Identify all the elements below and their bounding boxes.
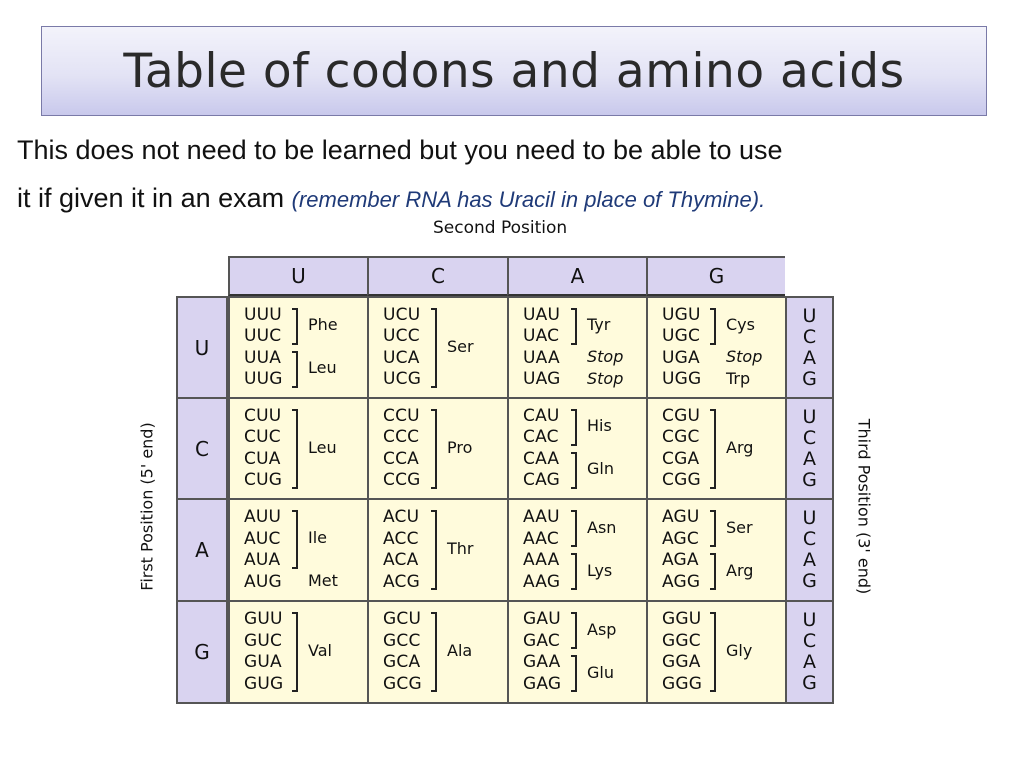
intro-line-2-text: it if given it in an exam	[17, 183, 285, 213]
codon-text: UUU	[244, 304, 282, 325]
amino-acid-label: Ala	[447, 641, 473, 660]
codon-text: AGG	[662, 571, 701, 592]
codon-text: GAU	[523, 609, 561, 629]
codon-row	[383, 652, 507, 674]
codon-cell	[228, 296, 369, 399]
codon-row	[383, 674, 507, 696]
codon-row	[244, 529, 367, 551]
codon-row	[523, 326, 646, 348]
codon-cell	[507, 498, 648, 602]
amino-acid-label: Ser	[726, 517, 753, 537]
codon-row	[244, 609, 367, 631]
codon-text: AAU	[523, 507, 560, 527]
amino-acid-label: Stop	[726, 347, 763, 367]
codon-text: UAG	[523, 369, 561, 389]
bracket-mark	[710, 553, 716, 590]
codon-cell	[507, 600, 648, 704]
codon-text: CAA	[523, 448, 560, 469]
third-base-letter: U	[802, 405, 817, 428]
codon-text: GCG	[383, 673, 422, 694]
bracket-mark	[571, 308, 577, 345]
codon-cell	[646, 600, 787, 704]
codon-cell-inner	[523, 609, 646, 695]
codon-row	[383, 529, 507, 551]
codon-text: AUG	[244, 571, 282, 592]
codon-cell-inner	[244, 406, 367, 492]
codon-row	[662, 550, 785, 572]
codon-text: ACA	[383, 550, 419, 570]
codon-row	[383, 427, 507, 449]
codon-cell-inner	[523, 507, 646, 593]
codon-text: UCA	[383, 347, 420, 368]
bracket-mark	[710, 510, 716, 547]
codon-row	[523, 449, 646, 471]
amino-acid-label: Gln	[587, 459, 614, 478]
codon-cell-inner	[383, 609, 507, 695]
second-base-header: C	[367, 256, 509, 296]
codon-text: AAG	[523, 571, 561, 592]
codon-row	[662, 348, 785, 370]
second-position-label: Second Position	[433, 218, 568, 238]
codon-text: GUA	[244, 652, 282, 672]
codon-row	[244, 326, 367, 348]
table-corner	[176, 256, 228, 296]
third-base-letter: U	[802, 609, 817, 631]
bracket-mark	[292, 351, 298, 388]
codon-text: AAA	[523, 550, 560, 570]
amino-acid-label: Thr	[447, 539, 474, 558]
codon-row	[523, 572, 646, 594]
codon-text: CCG	[383, 470, 421, 490]
codon-cell-inner	[383, 305, 507, 391]
third-base-letter: A	[803, 651, 816, 673]
first-base-header: U	[176, 296, 228, 399]
codon-text: CGA	[662, 448, 700, 469]
codon-row	[383, 550, 507, 572]
third-base-letter: G	[802, 672, 817, 694]
codon-row	[244, 369, 367, 391]
codon-cell	[646, 296, 787, 399]
codon-row	[244, 550, 367, 572]
second-base-header: A	[507, 256, 648, 296]
bracket-mark	[431, 308, 437, 388]
codon-cell-inner	[244, 609, 367, 695]
amino-acid-label: Leu	[308, 358, 337, 377]
codon-text: AAC	[523, 528, 559, 549]
amino-acid-label: Cys	[726, 315, 755, 334]
codon-cell-inner	[383, 507, 507, 593]
amino-acid-label: Asp	[587, 619, 617, 639]
codon-text: GUG	[244, 673, 284, 694]
third-base-header	[785, 296, 834, 399]
intro-line-1: This does not need to be learned but you need to be able to use	[17, 135, 783, 165]
codon-row	[662, 652, 785, 674]
codon-row	[523, 427, 646, 449]
third-base-letter: U	[802, 304, 817, 327]
codon-row	[244, 348, 367, 370]
codon-cell	[507, 296, 648, 399]
bracket-mark	[292, 308, 298, 345]
title-box	[41, 26, 987, 116]
codon-row	[244, 507, 367, 529]
third-base-letter: G	[802, 468, 817, 491]
codon-cell-inner	[244, 507, 367, 593]
codon-text: AGC	[662, 528, 699, 549]
codon-row	[244, 631, 367, 653]
codon-row	[523, 550, 646, 572]
bracket-mark	[571, 452, 577, 489]
codon-text: CAC	[523, 427, 559, 447]
codon-row	[244, 406, 367, 428]
codon-text: UGU	[662, 304, 701, 325]
amino-acid-label: Arg	[726, 437, 754, 457]
codon-row	[662, 305, 785, 327]
second-base-header: G	[646, 256, 787, 296]
codon-cell-inner	[662, 406, 785, 492]
codon-cell-inner	[523, 406, 646, 492]
bracket-mark	[431, 510, 437, 590]
codon-text: ACG	[383, 571, 420, 592]
codon-row	[662, 449, 785, 471]
codon-cell	[228, 397, 369, 500]
amino-acid-label: Stop	[587, 368, 624, 388]
codon-cell-inner	[383, 406, 507, 492]
codon-text: UUG	[244, 369, 283, 389]
codon-row	[383, 326, 507, 348]
amino-acid-label: Lys	[587, 560, 613, 580]
codon-row	[662, 631, 785, 653]
amino-acid-label: Met	[308, 571, 338, 591]
codon-text: AUU	[244, 507, 282, 527]
codon-text: CAG	[523, 470, 560, 490]
codon-text: UGC	[662, 326, 701, 346]
codon-text: UAU	[523, 304, 561, 325]
amino-acid-label: Ile	[308, 528, 328, 548]
page-title: Table of codons and amino acids	[123, 43, 905, 99]
codon-text: GUC	[244, 630, 283, 651]
bracket-mark	[571, 553, 577, 590]
codon-row	[523, 348, 646, 370]
third-base-letter: C	[802, 528, 817, 550]
codon-row	[662, 369, 785, 391]
third-base-letter: G	[802, 367, 817, 390]
codon-row	[383, 348, 507, 370]
codon-row	[523, 369, 646, 391]
codon-text: UAA	[523, 347, 560, 368]
third-position-label: Third Position (3' end)	[854, 418, 874, 595]
codon-row	[662, 427, 785, 449]
codon-cell-inner	[662, 305, 785, 391]
codon-row	[523, 406, 646, 428]
codon-text: GGG	[662, 673, 703, 694]
bracket-mark	[292, 612, 298, 692]
codon-cell	[367, 498, 509, 602]
amino-acid-label: Ser	[447, 336, 474, 356]
codon-text: UGA	[662, 347, 700, 368]
codon-row	[244, 427, 367, 449]
bracket-mark	[292, 510, 298, 569]
codon-row	[523, 507, 646, 529]
third-base-letter: C	[802, 426, 817, 449]
codon-row	[523, 609, 646, 631]
bracket-mark	[571, 612, 577, 649]
bracket-mark	[571, 409, 577, 446]
codon-cell-inner	[662, 507, 785, 593]
third-base-header	[785, 498, 834, 602]
codon-row	[383, 507, 507, 529]
codon-text: UCG	[383, 369, 422, 389]
codon-text: GAA	[523, 652, 561, 672]
codon-text: AUC	[244, 528, 281, 549]
amino-acid-label: Gly	[726, 641, 753, 660]
codon-row	[523, 674, 646, 696]
amino-acid-label: Pro	[447, 437, 473, 457]
bracket-mark	[431, 409, 437, 489]
codon-cell	[367, 600, 509, 704]
codon-text: GCA	[383, 652, 421, 672]
codon-row	[244, 305, 367, 327]
codon-text: GGA	[662, 652, 701, 672]
codon-row	[662, 507, 785, 529]
codon-cell	[646, 498, 787, 602]
codon-row	[523, 652, 646, 674]
codon-row	[662, 326, 785, 348]
codon-text: CGC	[662, 427, 700, 447]
codon-text: ACC	[383, 528, 419, 549]
amino-acid-label: His	[587, 416, 612, 435]
codon-text: UCU	[383, 304, 421, 325]
codon-row	[523, 305, 646, 327]
codon-row	[383, 305, 507, 327]
bracket-mark	[431, 612, 437, 692]
third-base-letter: A	[803, 346, 816, 369]
amino-acid-label: Leu	[308, 437, 337, 457]
first-position-label: First Position (5' end)	[137, 422, 157, 591]
first-base-header: C	[176, 397, 228, 500]
third-base-header	[785, 600, 834, 704]
codon-row	[662, 609, 785, 631]
codon-cell	[367, 397, 509, 500]
codon-text: UCC	[383, 326, 420, 346]
bracket-mark	[571, 655, 577, 692]
third-base-letter: C	[802, 325, 817, 348]
codon-text: CCA	[383, 448, 419, 469]
amino-acid-label: Val	[308, 641, 332, 660]
codon-text: CUA	[244, 448, 281, 469]
codon-row	[383, 609, 507, 631]
second-base-header: U	[228, 256, 369, 296]
codon-cell-inner	[523, 305, 646, 391]
amino-acid-label: Trp	[726, 368, 751, 388]
codon-row	[383, 572, 507, 594]
codon-row	[244, 572, 367, 594]
codon-text: CGG	[662, 470, 701, 490]
amino-acid-label: Asn	[587, 517, 617, 537]
amino-acid-label: Glu	[587, 662, 614, 682]
codon-text: CUG	[244, 470, 283, 490]
codon-text: GCC	[383, 630, 421, 651]
codon-cell-inner	[244, 305, 367, 391]
intro-note: (remember RNA has Uracil in place of Thymine).	[291, 187, 766, 212]
first-base-header: A	[176, 498, 228, 602]
codon-cell-inner	[662, 609, 785, 695]
codon-row	[523, 631, 646, 653]
codon-text: AGA	[662, 550, 699, 570]
codon-text: CCU	[383, 405, 420, 426]
amino-acid-label: Tyr	[587, 315, 611, 334]
codon-cell	[228, 498, 369, 602]
amino-acid-label: Arg	[726, 560, 754, 580]
bracket-mark	[710, 409, 716, 489]
codon-cell	[228, 600, 369, 704]
codon-row	[523, 470, 646, 492]
third-base-letter: C	[802, 630, 817, 652]
codon-text: CUU	[244, 405, 282, 426]
codon-table	[176, 256, 834, 702]
codon-row	[383, 470, 507, 492]
codon-row	[662, 529, 785, 551]
codon-row	[383, 631, 507, 653]
codon-row	[383, 369, 507, 391]
codon-row	[383, 449, 507, 471]
codon-text: CAU	[523, 405, 560, 426]
codon-text: GGU	[662, 609, 702, 629]
table-corner-right	[785, 256, 834, 296]
amino-acid-label: Stop	[587, 347, 624, 367]
third-base-letter: U	[802, 507, 817, 529]
codon-cell	[646, 397, 787, 500]
codon-row	[244, 470, 367, 492]
codon-row	[523, 529, 646, 551]
codon-row	[662, 572, 785, 594]
bracket-mark	[710, 308, 716, 345]
codon-text: UUC	[244, 326, 282, 346]
codon-text: ACU	[383, 507, 420, 527]
third-base-header	[785, 397, 834, 500]
codon-text: GAG	[523, 673, 562, 694]
codon-text: AUA	[244, 550, 281, 570]
third-base-letter: G	[802, 570, 817, 592]
codon-row	[244, 449, 367, 471]
codon-row	[662, 406, 785, 428]
bracket-mark	[292, 409, 298, 489]
third-base-letter: A	[803, 447, 816, 470]
codon-cell	[507, 397, 648, 500]
bracket-mark	[710, 612, 716, 692]
codon-text: UUA	[244, 347, 282, 368]
codon-text: CCC	[383, 427, 420, 447]
codon-text: CGU	[662, 405, 701, 426]
codon-text: UGG	[662, 369, 702, 389]
codon-row	[662, 470, 785, 492]
codon-row	[244, 674, 367, 696]
first-base-header: G	[176, 600, 228, 704]
codon-text: GGC	[662, 630, 701, 651]
codon-text: GCU	[383, 609, 422, 629]
codon-text: GAC	[523, 630, 560, 651]
codon-text: AGU	[662, 507, 700, 527]
codon-cell	[367, 296, 509, 399]
codon-text: UAC	[523, 326, 560, 346]
codon-row	[662, 674, 785, 696]
amino-acid-label: Phe	[308, 315, 338, 334]
codon-row	[244, 652, 367, 674]
intro-line-2	[17, 183, 765, 214]
codon-row	[383, 406, 507, 428]
codon-text: GUU	[244, 609, 283, 629]
third-base-letter: A	[803, 549, 816, 571]
codon-text: CUC	[244, 427, 281, 447]
bracket-mark	[571, 510, 577, 547]
